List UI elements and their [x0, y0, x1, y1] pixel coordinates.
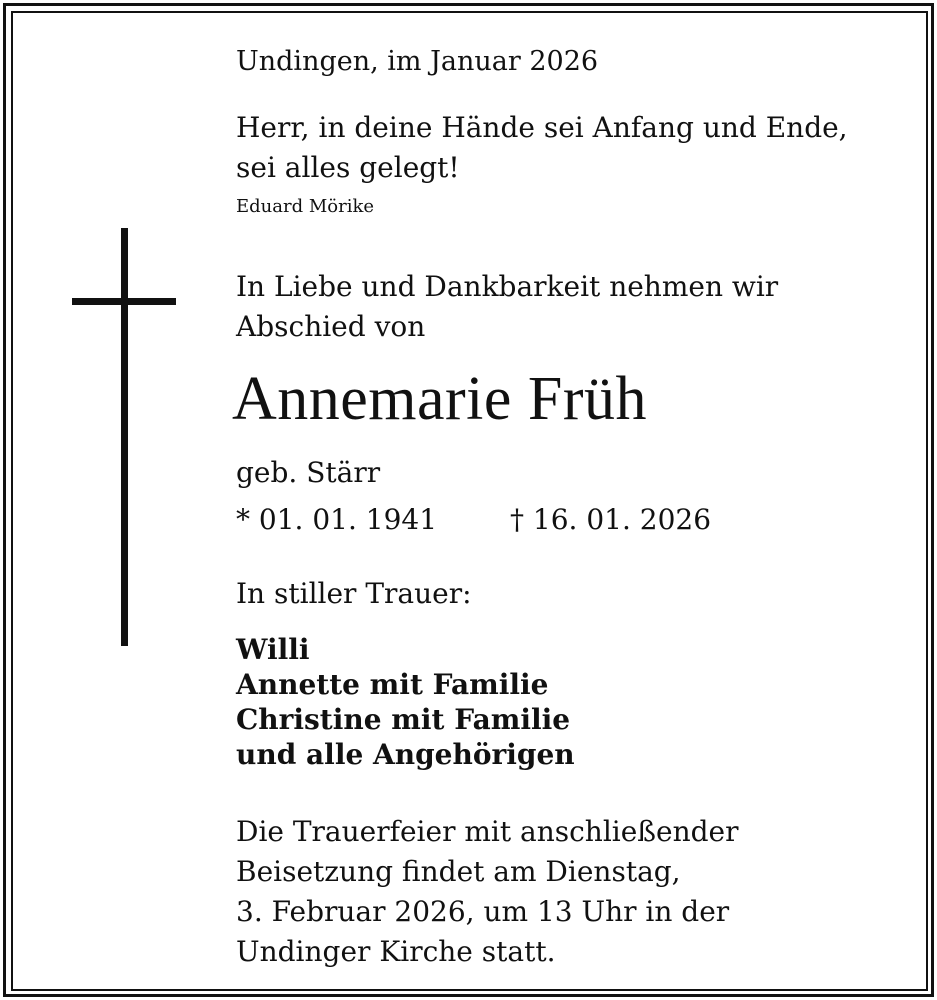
place-date: Undingen, im Januar 2026 — [236, 46, 599, 77]
mourner-name: Christine mit Familie — [236, 703, 571, 736]
mourners-list — [236, 632, 575, 772]
intro-line: Abschied von — [236, 310, 426, 343]
funeral-line: Beisetzung findet am Dienstag, — [236, 855, 681, 888]
cross-horizontal-beam — [72, 298, 176, 305]
intro-text — [236, 267, 778, 347]
funeral-line: Die Trauerfeier mit anschließender — [236, 815, 739, 848]
cross-vertical-beam — [121, 228, 128, 646]
quote-author: Eduard Mörike — [236, 196, 375, 217]
birth-date: * 01. 01. 1941 — [236, 503, 438, 536]
funeral-line: 3. Februar 2026, um 13 Uhr in der — [236, 895, 730, 928]
mourner-name: Annette mit Familie — [236, 668, 549, 701]
deceased-name: Annemarie Früh — [232, 365, 648, 433]
quote — [236, 108, 848, 188]
quote-line: Herr, in deine Hände sei Anfang und Ende, — [236, 111, 848, 144]
death-date: † 16. 01. 2026 — [510, 503, 712, 536]
maiden-name: geb. Stärr — [236, 456, 381, 489]
mourner-name: Willi — [236, 633, 310, 666]
quote-line: sei alles gelegt! — [236, 151, 460, 184]
mourning-intro: In stiller Trauer: — [236, 577, 472, 610]
mourner-name: und alle Angehörigen — [236, 738, 575, 771]
intro-line: In Liebe und Dankbarkeit nehmen wir — [236, 270, 779, 303]
funeral-line: Undinger Kirche statt. — [236, 935, 556, 968]
funeral-notice — [236, 812, 739, 972]
